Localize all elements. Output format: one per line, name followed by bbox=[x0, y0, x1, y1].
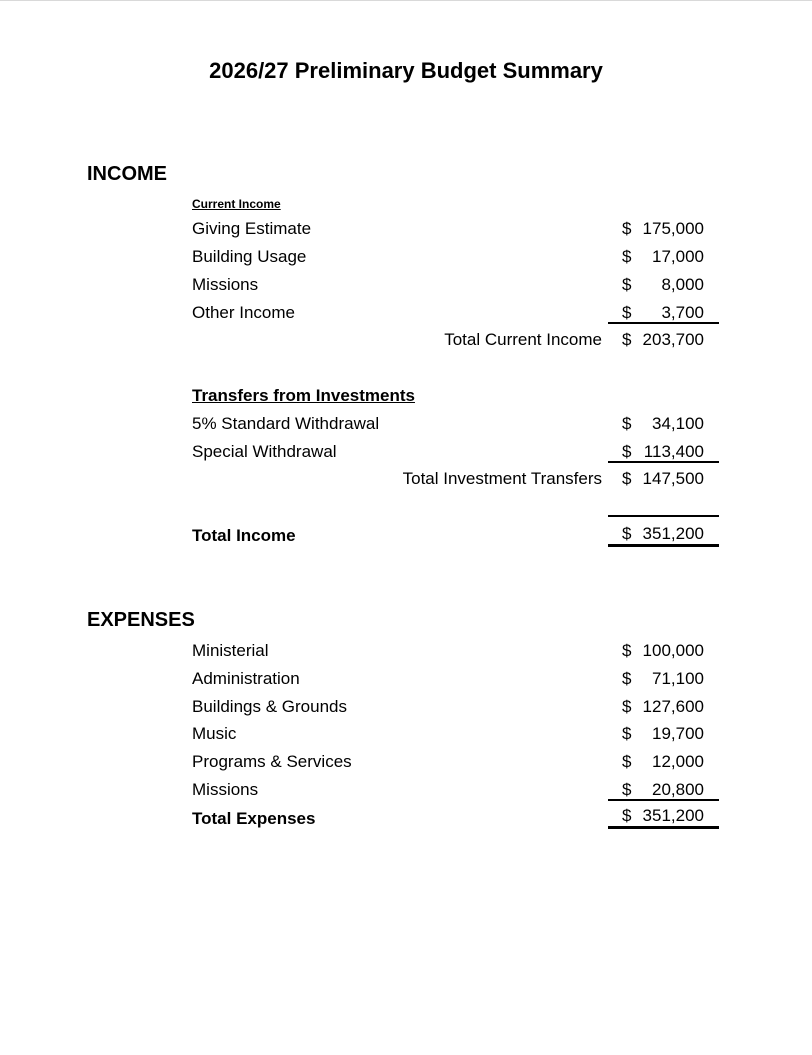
line-item-label: Special Withdrawal bbox=[192, 442, 337, 461]
line-item-label: Music bbox=[192, 724, 237, 743]
line-item-label: Administration bbox=[192, 669, 300, 688]
total-expenses-label: Total Expenses bbox=[192, 809, 316, 828]
line-item-label: 5% Standard Withdrawal bbox=[192, 414, 380, 433]
line-item-label: Buildings & Grounds bbox=[192, 697, 347, 716]
expenses-heading: EXPENSES bbox=[87, 609, 195, 631]
subtotal-rule bbox=[608, 322, 719, 324]
page-top-border bbox=[0, 0, 812, 1]
double-underline-rule bbox=[608, 544, 719, 547]
line-item-label: Building Usage bbox=[192, 247, 307, 266]
line-item-label: Missions bbox=[192, 275, 259, 294]
transfers-heading: Transfers from Investments bbox=[192, 386, 415, 405]
line-item-label: Other Income bbox=[192, 303, 295, 322]
subtotal-rule bbox=[608, 461, 719, 463]
double-underline-rule bbox=[608, 826, 719, 829]
line-item-label: Programs & Services bbox=[192, 752, 352, 771]
line-item-label: Giving Estimate bbox=[192, 219, 312, 238]
total-rule bbox=[608, 515, 719, 517]
total-investment-transfers-label: Total Investment Transfers bbox=[402, 469, 602, 488]
line-item-label: Ministerial bbox=[192, 641, 269, 660]
current-income-heading: Current Income bbox=[192, 197, 281, 211]
total-income-label: Total Income bbox=[192, 526, 296, 545]
total-current-income-label: Total Current Income bbox=[444, 330, 602, 349]
subtotal-rule bbox=[608, 799, 719, 801]
page-title: 2026/27 Preliminary Budget Summary bbox=[209, 58, 603, 83]
income-heading: INCOME bbox=[87, 163, 167, 185]
line-item-label: Missions bbox=[192, 780, 259, 799]
